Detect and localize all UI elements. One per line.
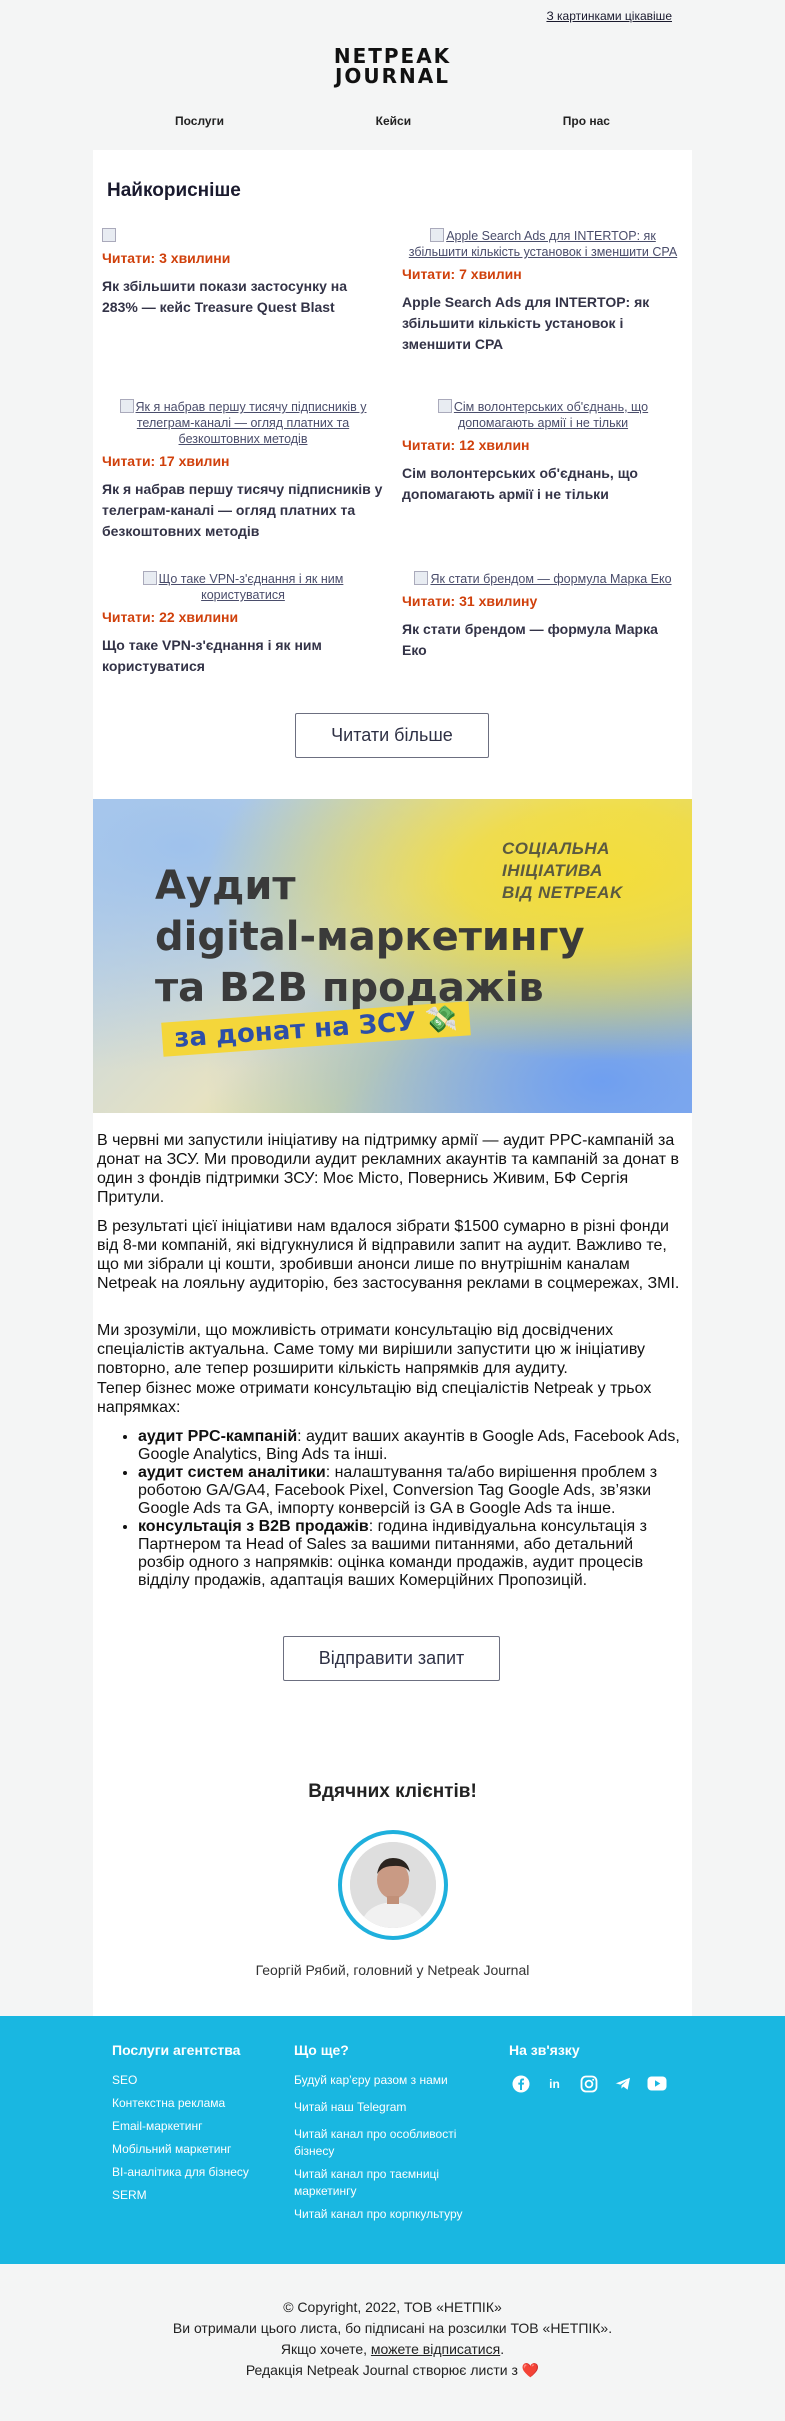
banner-tag-line: ІНІЦІАТИВА [502, 861, 603, 880]
article-image-alt: Як стати брендом — формула Марка Еко [430, 572, 672, 586]
footer [0, 2016, 785, 2264]
logo-line2: JOURNAL [334, 64, 451, 88]
article-card[interactable] [402, 571, 684, 661]
unsubscribe-link[interactable]: можете відписатися [370, 2341, 501, 2357]
nav-services[interactable]: Послуги [175, 114, 224, 128]
footer-link[interactable]: Читай канал про таємниці маркетингу [294, 2167, 440, 2198]
newsletter-card [93, 150, 692, 2016]
body-paragraph: В червні ми запустили ініціативу на підтримку армії — аудит PPC-кампаній за донат на ЗСУ. Ми проводили аудит рекламних акаунтів та кампаній за донат в один з фондів підтримки ЗСУ: Моє Місто, Повернись Живим, БФ Сергія Притули. [97, 1132, 679, 1206]
youtube-icon[interactable] [645, 2072, 668, 2095]
list-item [138, 1518, 683, 1590]
article-image-alt: Що таке VPN-з'єднання і як ним користуватися [158, 572, 344, 602]
footer-link[interactable]: Читай наш Telegram [294, 2100, 407, 2114]
copyright: © Copyright, 2022, ТОВ «НЕТПІК» [283, 2299, 502, 2315]
banner-tag-line: ВІД NETPEAK [502, 883, 623, 902]
read-time: Читати: 12 хвилин [402, 437, 530, 453]
article-image-alt: Сім волонтерських об'єднань, що допомагають армії і не тільки [453, 400, 649, 430]
footer-link[interactable]: Читай канал про корпкультуру [294, 2207, 463, 2221]
article-image[interactable] [102, 571, 384, 603]
legal-footer [0, 2297, 785, 2381]
social-icons [509, 2072, 668, 2095]
broken-image-icon [143, 571, 157, 585]
subscription-note: Ви отримали цього листа, бо підписані на розсилки ТОВ «НЕТПІК». [172, 2320, 613, 2336]
footer-link[interactable]: Email-маркетинг [112, 2119, 203, 2133]
list-item-bold: консультація з B2B продажів [138, 1518, 369, 1535]
article-image[interactable] [102, 228, 384, 244]
audit-banner-image[interactable] [93, 799, 692, 1113]
article-title[interactable]: Що таке VPN-з'єднання і як ним користуватися [102, 637, 322, 674]
linkedin-icon[interactable]: in [549, 2076, 560, 2091]
read-time: Читати: 7 хвилин [402, 266, 522, 282]
article-title[interactable]: Як стати брендом — формула Марка Еко [402, 621, 658, 658]
list-item-text: : аудит ваших акаунтів в Google Ads, Facebook Ads, Google Analytics, Bing Ads та інші. [138, 1428, 680, 1463]
read-more-button[interactable]: Читати більше [295, 713, 489, 758]
broken-image-icon [430, 228, 444, 242]
list-item-text: : налаштування та/або вирішення проблем з роботою GA/GA4, Facebook Pixel, Conversion Tag Google Ads, зв’язки Google Ads та GA, імпорту конверсій із GA в Google Ads та інше. [138, 1464, 658, 1517]
instagram-icon[interactable] [577, 2072, 600, 2095]
list-item-bold: аудит систем аналітики [138, 1464, 326, 1481]
article-image-alt: Як я набрав першу тисячу підписників у телеграм-каналі — огляд платних та безкоштовних методів [135, 400, 367, 446]
footer-column-title: Послуги агентства [112, 2042, 241, 2058]
footer-link[interactable]: SEO [112, 2073, 138, 2087]
thanks-heading: Вдячних клієнтів! [308, 1781, 477, 1802]
read-time: Читати: 31 хвилину [402, 593, 538, 609]
broken-image-icon [438, 399, 452, 413]
body-paragraph: Ми зрозуміли, що можливість отримати консультацію від досвідчених спеціалістів актуальна. Саме тому ми вирішили запустити цю ж ініціативу повторно, але тепер розширити кількість напрямків для аудиту. [97, 1322, 645, 1377]
list-item [138, 1464, 683, 1518]
footer-link[interactable]: Читай канал про особливості бізнесу [294, 2127, 457, 2158]
section-title: Найкорисніше [107, 180, 241, 201]
avatar [350, 1842, 436, 1928]
unsubscribe-prefix: Якщо хочете, [280, 2341, 371, 2357]
footer-link[interactable]: BI-аналітика для бізнесу [112, 2165, 249, 2179]
list-item [138, 1428, 683, 1464]
article-card[interactable] [102, 571, 384, 677]
made-with-love: Редакція Netpeak Journal створює листи з ❤️ [245, 2362, 540, 2378]
banner-headline [155, 861, 585, 1014]
footer-link[interactable]: Будуй кар’єру разом з нами [294, 2073, 448, 2087]
nav-cases[interactable]: Кейси [375, 114, 412, 128]
banner-headline-line: digital-маркетингу [155, 914, 585, 960]
author-avatar [338, 1830, 448, 1940]
footer-more-column [294, 2042, 469, 2223]
list-item-bold: аудит PPC-кампаній [138, 1428, 298, 1445]
author-caption: Георгій Рябий, головний у Netpeak Journal [255, 1962, 530, 1978]
footer-link[interactable]: Контекстна реклама [112, 2096, 226, 2110]
footer-column-title: Що ще? [294, 2042, 349, 2058]
logo-line1: NETPEAK [333, 44, 452, 68]
banner-headline-line: та B2B продажів [155, 965, 544, 1011]
read-time: Читати: 3 хвилини [102, 250, 231, 266]
view-with-images-link[interactable]: З картинками цікавіше [546, 9, 672, 23]
top-nav [93, 114, 692, 128]
article-card[interactable] [102, 228, 384, 318]
services-list [138, 1428, 683, 1590]
article-title[interactable]: Як збільшити покази застосунку на 283% — кейс Treasure Quest Blast [102, 278, 347, 315]
article-title[interactable]: Сім волонтерських об'єднань, що допомагають армії і не тільки [402, 465, 638, 502]
nav-about[interactable]: Про нас [562, 114, 610, 128]
banner-headline-line: Аудит [155, 863, 296, 909]
footer-contact-column [509, 2042, 668, 2095]
body-paragraph: Тепер бізнес може отримати консультацію від спеціалістів Netpeak у трьох напрямках: [97, 1380, 652, 1416]
person-portrait-icon [350, 1842, 436, 1928]
telegram-icon[interactable] [611, 2072, 634, 2095]
article-image[interactable] [402, 228, 684, 260]
article-card[interactable] [402, 399, 684, 505]
footer-column-title: На зв'язку [509, 2042, 580, 2058]
broken-image-icon [414, 571, 428, 585]
netpeak-journal-logo[interactable] [0, 46, 785, 86]
article-image[interactable] [402, 571, 684, 587]
broken-image-icon [120, 399, 134, 413]
article-image[interactable] [102, 399, 384, 447]
article-image-alt: Apple Search Ads для INTERTOP: як збільшити кількість установок і зменшити СРА [408, 229, 678, 259]
article-image[interactable] [402, 399, 684, 431]
banner-tag-line: СОЦІАЛЬНА [502, 839, 610, 858]
article-title[interactable]: Apple Search Ads для INTERTOP: як збільшити кількість установок і зменшити СРА [402, 294, 650, 352]
read-time: Читати: 17 хвилин [102, 453, 230, 469]
article-card[interactable] [102, 399, 384, 542]
footer-link[interactable]: SERM [112, 2188, 147, 2202]
unsubscribe-line [0, 2339, 785, 2360]
banner-donation-pill: за донат на ЗСУ 💸 [161, 1001, 470, 1056]
footer-services-column [112, 2042, 249, 2204]
article-title[interactable]: Як я набрав першу тисячу підписників у телеграм-каналі — огляд платних та безкоштовних методів [102, 481, 383, 539]
read-time: Читати: 22 хвилини [102, 609, 239, 625]
list-item-text: : година індивідуальна консультація з Партнером та Head of Sales за вашими питаннями, або детальний розбір одного з напрямків: оцінка команди продажів, аудит процесів відділу продажів, адаптація ваших Комерційних Пропозицій. [138, 1518, 647, 1589]
broken-image-icon [102, 228, 116, 242]
send-request-button[interactable]: Відправити запит [283, 1636, 500, 1681]
footer-link[interactable]: Мобільний маркетинг [112, 2142, 232, 2156]
article-card[interactable] [402, 228, 684, 355]
body-paragraph: В результаті цієї ініціативи нам вдалося зібрати $1500 сумарно в різні фонди від 8-ми компаній, які відгукнулися й відправили запит на аудит. Важливо те, що ми зібрали ці кошти, зробивши анонси лише по внутрішнім каналам Netpeak на лояльну аудиторію, без застосування реклами в соцмережах, ЗМІ. [97, 1218, 680, 1292]
unsubscribe-suffix: . [500, 2341, 505, 2357]
facebook-icon[interactable] [509, 2072, 532, 2095]
